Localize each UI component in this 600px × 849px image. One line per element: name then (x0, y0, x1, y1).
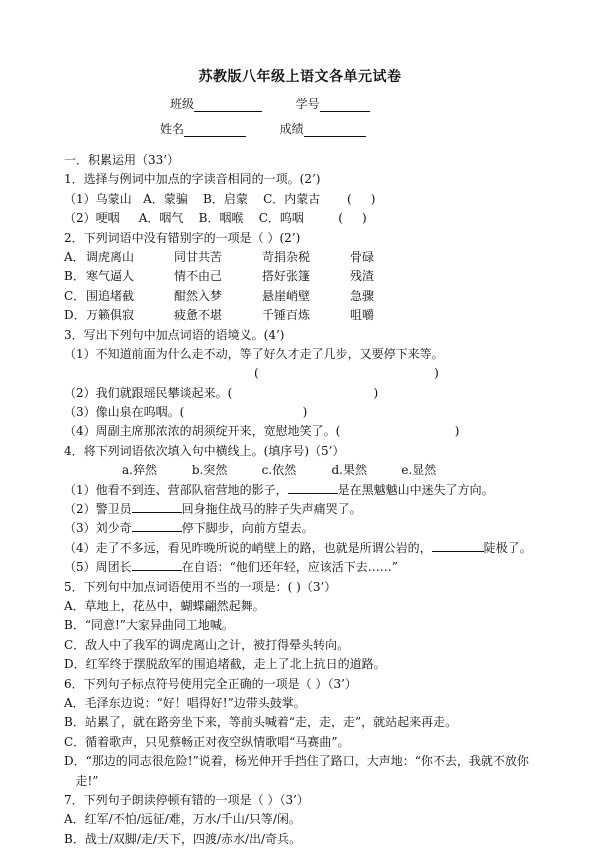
word: 骨碌 (350, 249, 375, 264)
sentence-part: （2）警卫员 (64, 502, 132, 517)
header-fields-row1 (170, 95, 370, 112)
sentence-part: 停下脚步，向前方望去。 (181, 521, 314, 536)
question-4-sentence-3 (64, 519, 574, 538)
question-5-stem: 5．下列句中加点词语使用不当的一项是：( )（3’） (64, 579, 337, 594)
question-4-stem: 4．将下列词语依次填入句中横线上。(填序号)（5’） (64, 443, 345, 458)
class-label: 班级 (170, 97, 195, 111)
word: 疲惫不堪 (174, 308, 223, 323)
question-1-row-2: （2）哽咽 A．咽气 B．咽喉 C．呜咽 ( ) (64, 211, 367, 226)
option-key: B． (64, 269, 85, 284)
word: 悬崖峭壁 (262, 288, 311, 303)
option-key: A． (64, 249, 85, 264)
word: 搭好张篷 (262, 269, 311, 284)
section-heading: 一．积累运用（33’） (64, 153, 180, 167)
question-7-option-b: B．战士/双脚/走/天下，四渡/赤水/出/奇兵。 (64, 831, 302, 846)
word-option: a.猝然 (122, 463, 157, 478)
question-6-stem: 6．下列句子标点符号使用完全正确的一项是（ ）（3’） (64, 676, 357, 691)
word: 寒气逼人 (86, 269, 135, 284)
question-3-sentence-4: （4）周副主席那浓浓的胡须绽开来，宽慰地笑了。( ) (64, 424, 460, 439)
question-7-option-a: A．红军/不怕/远征/难，万水/千山/只等/闲。 (64, 812, 301, 827)
word: 咀嚼 (350, 308, 375, 323)
question-2-option-c (64, 287, 574, 306)
class-blank (194, 99, 262, 112)
question-5-option-d: D．红军终于摆脱敌军的围追堵截，走上了北上抗日的道路。 (64, 657, 386, 672)
question-5-option-b: B．“同意!”大家异曲同工地喊。 (64, 618, 234, 633)
question-5-option-c: C．敌人中了我军的调虎离山之计，被打得晕头转向。 (64, 637, 350, 652)
sentence-part: （5）周团长 (64, 560, 132, 575)
question-4-sentence-1 (64, 481, 574, 500)
word: 调虎离山 (86, 249, 135, 264)
score-label: 成绩 (279, 122, 304, 136)
question-2-stem: 2．下列词语中没有错别字的一项是（ ）(2’) (64, 230, 301, 245)
word-option: d.果然 (331, 463, 367, 478)
question-2-option-b (64, 267, 574, 286)
student-no-blank (320, 99, 370, 112)
word: 千锤百炼 (262, 308, 311, 323)
question-6-option-d-cont: 走!” (64, 773, 99, 788)
fill-blank (288, 481, 338, 494)
student-no-label: 学号 (295, 97, 320, 111)
word: 苛捐杂税 (262, 249, 311, 264)
word-option: e.显然 (401, 463, 437, 478)
sentence-part: 陡极了。 (483, 540, 532, 555)
question-7-stem: 7．下列句子朗读停顿有错的一项是（ ）（3’） (64, 792, 309, 807)
question-5-option-a: A．草地上，花丛中，蝴蝶翩然起舞。 (64, 598, 265, 613)
question-2-option-a (64, 248, 574, 267)
word: 酣然入梦 (174, 288, 223, 303)
question-4-sentence-4 (64, 539, 574, 558)
word: 情不由己 (174, 269, 223, 284)
word: 万籁俱寂 (86, 308, 135, 323)
question-3-sentence-1-answer: ( ) (254, 366, 439, 381)
question-1-stem: 1．选择与例词中加点的字读音相同的一项。(2’) (64, 172, 321, 187)
sentence-part: （4）走了不多远，看见昨晚所说的峭壁上的路，也就是所谓公岩的， (64, 540, 432, 555)
question-4-sentence-2 (64, 500, 574, 519)
option-key: D． (64, 308, 86, 323)
name-blank (184, 124, 246, 137)
header-fields-row2 (160, 120, 366, 137)
question-3-stem: 3．写出下列句中加点词语的语境义。(4’) (64, 327, 285, 342)
question-6-option-b: B．站累了，就在路旁坐下来，等前头喊着“走，走，走”，就站起来再走。 (64, 715, 458, 730)
sentence-part: 在自语：“他们还年轻，应该活下去……” (181, 560, 398, 575)
fill-blank (132, 558, 182, 571)
sentence-part: （1）他看不到连、营部队宿营地的影子， (64, 482, 288, 497)
question-3-sentence-1: （1）不知道前面为什么走不动，等了好久才走了几步，又要停下来等。 (64, 346, 444, 361)
name-label: 姓名 (160, 122, 185, 136)
sentence-part: （3）刘少奇 (64, 521, 132, 536)
question-3-sentence-2: （2）我们就跟瑶民攀谈起来。( ) (64, 385, 379, 400)
question-1-row-1: （1）乌蒙山 A．蒙骗 B．启蒙 C．内蒙古 ( ) (64, 191, 376, 206)
question-2-option-d (64, 306, 574, 325)
question-3-sentence-3: （3）像山泉在呜咽。( ) (64, 405, 308, 420)
question-6-option-c: C．循着歌声，只见蔡畅正对夜空纵情歌唱“马赛曲”。 (64, 734, 350, 749)
question-6-option-d: D．“那边的同志很危险!”说着，杨光伸开手挡住了路口，大声地：“你不去，我就不放你 (64, 754, 529, 769)
question-4-sentence-5 (64, 558, 574, 577)
fill-blank (432, 539, 484, 552)
sentence-part: 是在黑魆魆山中迷失了方向。 (337, 482, 494, 497)
exam-title: 苏教版八年级上语文各单元试卷 (198, 69, 402, 85)
score-blank (304, 124, 366, 137)
question-6-option-a: A．毛泽东边说：“好！唱得好!”边带头鼓掌。 (64, 695, 306, 710)
word-option: c.依然 (261, 463, 297, 478)
word: 同甘共苦 (174, 249, 223, 264)
exam-content (64, 151, 574, 849)
sentence-part: 回身拖住战马的脖子失声痛哭了。 (181, 502, 362, 517)
fill-blank (132, 519, 182, 532)
word: 急骤 (350, 288, 375, 303)
word-option: b.突然 (191, 463, 228, 478)
option-key: C． (64, 288, 86, 303)
word: 残渣 (350, 269, 375, 284)
question-4-options (64, 461, 574, 480)
word: 围追堵截 (86, 288, 135, 303)
fill-blank (132, 500, 182, 513)
